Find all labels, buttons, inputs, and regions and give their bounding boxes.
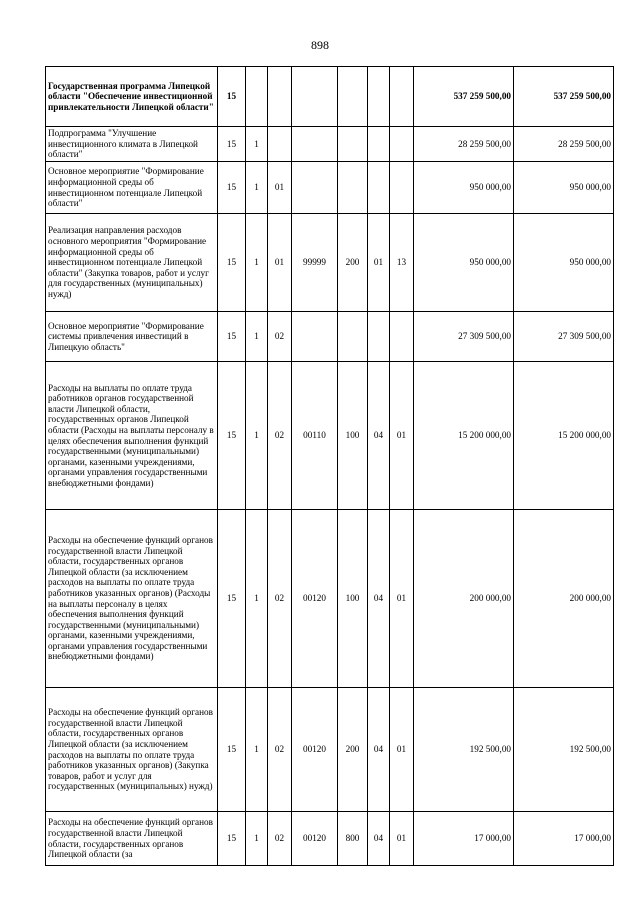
cell-amount: 192 500,00: [414, 688, 514, 812]
cell-amount: 537 259 500,00: [414, 67, 514, 127]
cell-section: [368, 127, 390, 162]
cell-direction-code: 00120: [292, 688, 338, 812]
cell-subprogram-code: 1: [246, 510, 268, 688]
cell-activity-code: 01: [268, 162, 292, 214]
cell-amount-2: 28 259 500,00: [514, 127, 614, 162]
cell-activity-code: [268, 127, 292, 162]
cell-section: [368, 312, 390, 362]
cell-program-code: 15: [218, 127, 246, 162]
row-name: Основное мероприятие "Формирование информационной среды об инвестиционном потенциале Липецкой области": [46, 162, 218, 214]
page-number: 898: [311, 38, 329, 52]
cell-direction-code: 00110: [292, 362, 338, 510]
cell-amount: 27 309 500,00: [414, 312, 514, 362]
cell-amount-2: 950 000,00: [514, 214, 614, 312]
cell-subsection: 01: [390, 812, 414, 866]
cell-expense-type: [338, 312, 368, 362]
cell-amount-2: 537 259 500,00: [514, 67, 614, 127]
cell-subprogram-code: [246, 67, 268, 127]
cell-amount: 15 200 000,00: [414, 362, 514, 510]
cell-program-code: 15: [218, 688, 246, 812]
cell-section: 01: [368, 214, 390, 312]
cell-subsection: 01: [390, 510, 414, 688]
cell-program-code: 15: [218, 362, 246, 510]
cell-subprogram-code: 1: [246, 162, 268, 214]
table-row: [46, 362, 614, 510]
cell-direction-code: 00120: [292, 812, 338, 866]
cell-direction-code: [292, 67, 338, 127]
cell-amount-2: 17 000,00: [514, 812, 614, 866]
cell-program-code: 15: [218, 510, 246, 688]
cell-subprogram-code: 1: [246, 688, 268, 812]
table-row: [46, 688, 614, 812]
row-name: Основное мероприятие "Формирование системы привлечения инвестиций в Липецкую область": [46, 312, 218, 362]
cell-program-code: 15: [218, 67, 246, 127]
cell-direction-code: 00120: [292, 510, 338, 688]
cell-amount: 17 000,00: [414, 812, 514, 866]
row-name: Расходы на обеспечение функций органов государственной власти Липецкой области, государственных органов Липецкой области (за: [46, 812, 218, 866]
table-row: [46, 312, 614, 362]
row-name: Подпрограмма "Улучшение инвестиционного климата в Липецкой области": [46, 127, 218, 162]
cell-activity-code: 02: [268, 510, 292, 688]
table-row: [46, 162, 614, 214]
cell-expense-type: 800: [338, 812, 368, 866]
cell-direction-code: 99999: [292, 214, 338, 312]
cell-amount: 950 000,00: [414, 214, 514, 312]
cell-amount-2: 192 500,00: [514, 688, 614, 812]
cell-activity-code: 02: [268, 312, 292, 362]
row-name: Государственная программа Липецкой области "Обеспечение инвестиционной привлекательности Липецкой области": [46, 67, 218, 127]
cell-subprogram-code: 1: [246, 127, 268, 162]
cell-expense-type: 100: [338, 510, 368, 688]
cell-expense-type: [338, 127, 368, 162]
cell-subprogram-code: 1: [246, 812, 268, 866]
cell-amount-2: 950 000,00: [514, 162, 614, 214]
row-name: Расходы на выплаты по оплате труда работников органов государственной власти Липецкой области, государственных органов Липецкой области (Расходы на выплаты персоналу в целях обеспечения выполнения функций государственными (муниципальными) органами, казенными учреждениями, органами управления государственными внебюджетными фондами): [46, 362, 218, 510]
cell-direction-code: [292, 312, 338, 362]
table-row: [46, 510, 614, 688]
row-name: Расходы на обеспечение функций органов государственной власти Липецкой области, государственных органов Липецкой области (за исключением расходов на выплаты по оплате труда работников указанных органов) (Расходы на выплаты персоналу в целях обеспечения выполнения функций государственными (муниципальными) органами, казенными учреждениями, органами управления государственными внебюджетными фондами): [46, 510, 218, 688]
cell-amount-2: 27 309 500,00: [514, 312, 614, 362]
cell-direction-code: [292, 127, 338, 162]
cell-direction-code: [292, 162, 338, 214]
cell-subprogram-code: 1: [246, 312, 268, 362]
cell-amount-2: 200 000,00: [514, 510, 614, 688]
cell-section: 04: [368, 362, 390, 510]
row-name: Реализация направления расходов основного мероприятия "Формирование информационной среды об инвестиционном потенциале Липецкой области" (Закупка товаров, работ и услуг для государственных (муниципальных) нужд): [46, 214, 218, 312]
table-row: [46, 67, 614, 127]
cell-activity-code: 02: [268, 688, 292, 812]
cell-subsection: [390, 67, 414, 127]
cell-expense-type: 100: [338, 362, 368, 510]
cell-subsection: [390, 162, 414, 214]
row-name: Расходы на обеспечение функций органов государственной власти Липецкой области, государственных органов Липецкой области (за исключением расходов на выплаты по оплате труда работников указанных органов) (Закупка товаров, работ и услуг для государственных (муниципальных) нужд): [46, 688, 218, 812]
cell-activity-code: 02: [268, 812, 292, 866]
cell-amount: 950 000,00: [414, 162, 514, 214]
cell-amount: 28 259 500,00: [414, 127, 514, 162]
cell-activity-code: 01: [268, 214, 292, 312]
budget-table: [45, 66, 614, 866]
cell-subprogram-code: 1: [246, 362, 268, 510]
cell-expense-type: 200: [338, 214, 368, 312]
cell-program-code: 15: [218, 214, 246, 312]
cell-amount: 200 000,00: [414, 510, 514, 688]
cell-activity-code: [268, 67, 292, 127]
cell-subsection: 01: [390, 688, 414, 812]
cell-section: 04: [368, 510, 390, 688]
table-row: [46, 214, 614, 312]
cell-subprogram-code: 1: [246, 214, 268, 312]
cell-expense-type: [338, 162, 368, 214]
cell-section: [368, 162, 390, 214]
cell-subsection: 01: [390, 362, 414, 510]
cell-subsection: [390, 312, 414, 362]
cell-amount-2: 15 200 000,00: [514, 362, 614, 510]
cell-program-code: 15: [218, 162, 246, 214]
cell-program-code: 15: [218, 312, 246, 362]
cell-section: 04: [368, 812, 390, 866]
cell-program-code: 15: [218, 812, 246, 866]
cell-subsection: 13: [390, 214, 414, 312]
cell-activity-code: 02: [268, 362, 292, 510]
cell-section: [368, 67, 390, 127]
table-row: [46, 127, 614, 162]
cell-subsection: [390, 127, 414, 162]
table-row: [46, 812, 614, 866]
cell-section: 04: [368, 688, 390, 812]
cell-expense-type: 200: [338, 688, 368, 812]
cell-expense-type: [338, 67, 368, 127]
